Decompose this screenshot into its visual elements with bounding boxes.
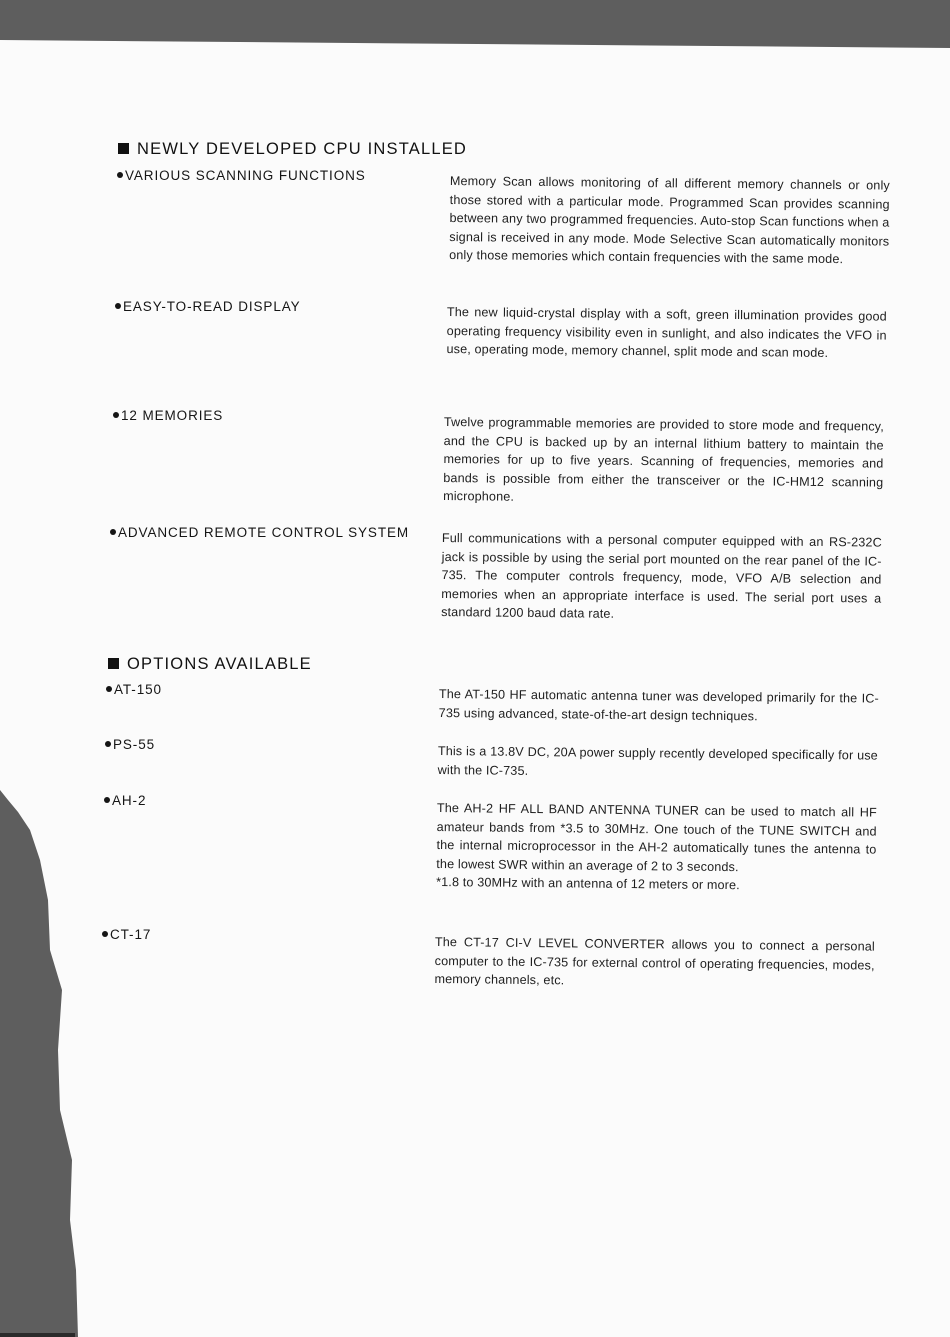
- feature-label-remote-control: [110, 525, 409, 540]
- feature-label-text: CT-17: [110, 927, 152, 942]
- option-text-ps55: This is a 13.8V DC, 20A power supply recently developed specifically for use with the IC-735.: [437, 743, 878, 778]
- feature-label-text: AT-150: [114, 682, 162, 697]
- feature-text-display: The new liquid-crystal display with a soft, green illumination provides good operating frequency visibility even in sunlight, and also indicates the VFO in use, operating mode, memory channel, split mode and scan mode.: [446, 304, 887, 360]
- feature-label-memories: [113, 408, 223, 423]
- option-text-ah2-body: The AH-2 HF ALL BAND ANTENNA TUNER can be used to match all HF amateur bands from *3.5 to 30MHz. One touch of the TUNE SWITCH and the internal microprocessor in the AH-2 automatically tunes the antenna to the lowest SWR within an average of 2 to 3 seconds.: [436, 800, 877, 874]
- feature-label-text: PS-55: [113, 737, 156, 752]
- bullet-icon: [106, 686, 112, 692]
- option-text-ah2: [436, 799, 877, 896]
- option-text-ct17: The CT-17 CI-V LEVEL CONVERTER allows you to connect a personal computer to the IC-735 for external control of operating frequencies, modes, memory channels, etc.: [434, 934, 875, 988]
- option-footnote-ah2: *1.8 to 30MHz with an antenna of 12 meters or more.: [436, 874, 740, 893]
- section-heading-text: OPTIONS AVAILABLE: [127, 655, 312, 673]
- feature-text-scanning: Memory Scan allows monitoring of all different memory channels or only those stored with a particular mode. Programmed Scan provides scanning between any two programmed frequencies. Auto-stop Scan functions when a signal is received in any mode. Mode Selective Scan automatically monitors only those memories which contain frequencies with the same mode.: [449, 173, 890, 267]
- section-heading-cpu: [118, 140, 467, 159]
- option-label-ct17: [102, 927, 151, 942]
- feature-label-text: VARIOUS SCANNING FUNCTIONS: [125, 168, 366, 183]
- section-heading-text: NEWLY DEVELOPED CPU INSTALLED: [137, 140, 468, 158]
- bullet-icon: [115, 303, 121, 309]
- option-label-ps55: [105, 737, 155, 752]
- bullet-icon: [105, 741, 111, 747]
- feature-label-text: EASY-TO-READ DISPLAY: [123, 299, 301, 314]
- feature-label-scanning: [117, 168, 366, 183]
- square-bullet-icon: [118, 143, 129, 154]
- feature-text-remote-control: Full communications with a personal computer equipped with an RS-232C jack is possible by using the serial port mounted on the rear panel of the IC-735. The computer controls frequency, mode, VFO A/B selection and memories when an appropriate interface is used. The serial port uses a standard 1200 baud data rate.: [441, 530, 882, 621]
- bullet-icon: [102, 931, 108, 937]
- feature-label-text: ADVANCED REMOTE CONTROL SYSTEM: [118, 525, 410, 540]
- option-label-ah2: [104, 793, 146, 808]
- option-text-at150: The AT-150 HF automatic antenna tuner was developed primarily for the IC-735 using advanced, state-of-the-art design techniques.: [438, 686, 879, 723]
- bullet-icon: [110, 529, 116, 535]
- square-bullet-icon: [108, 658, 119, 669]
- feature-label-text: AH-2: [112, 793, 147, 808]
- feature-label-text: 12 MEMORIES: [121, 408, 224, 423]
- bullet-icon: [104, 797, 110, 803]
- feature-label-display: [115, 299, 301, 314]
- feature-text-memories: Twelve programmable memories are provided to store mode and frequency, and the CPU is backed up by an internal lithium battery to maintain the memories for up to five years. Scanning of frequencies, memories and bands is possible from either the transceiver or the IC-HM12 scanning microphone.: [443, 414, 884, 504]
- bullet-icon: [113, 412, 119, 418]
- section-heading-options: [108, 655, 312, 674]
- bullet-icon: [117, 172, 123, 178]
- option-label-at150: [106, 682, 162, 697]
